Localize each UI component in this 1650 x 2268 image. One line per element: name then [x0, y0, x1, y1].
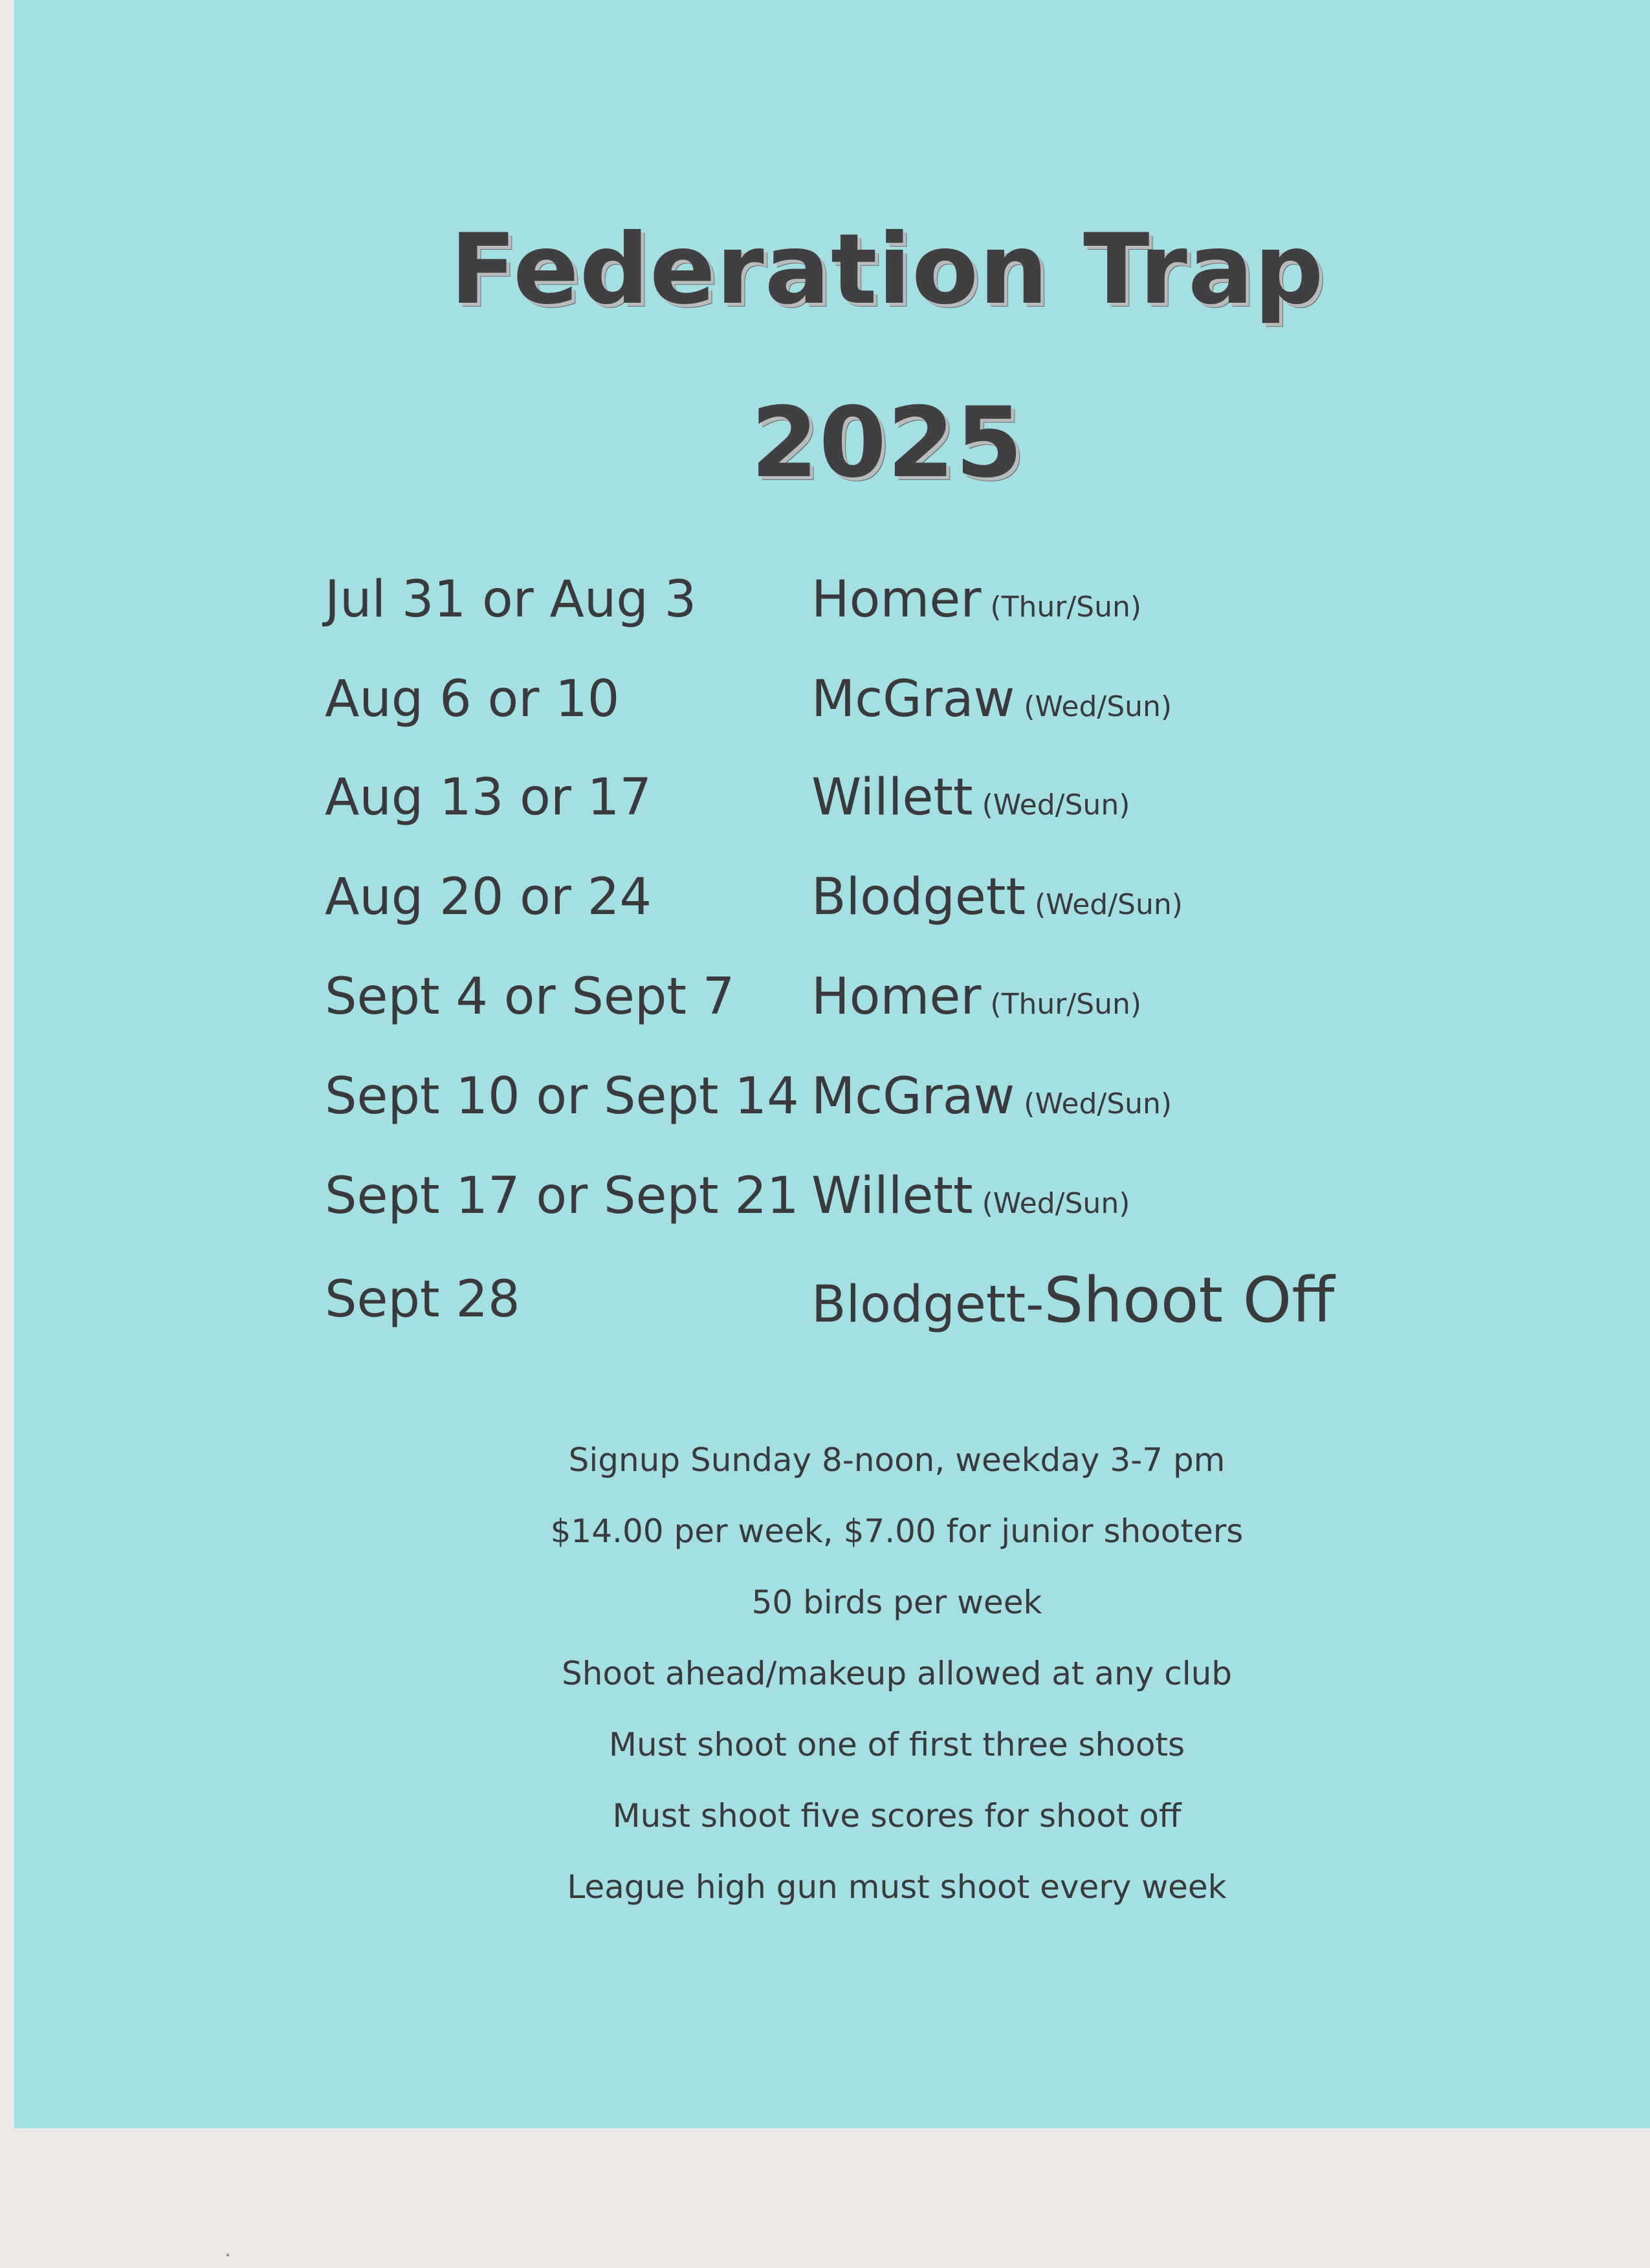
club-days: (Wed/Sun): [1024, 690, 1172, 723]
schedule-club: [811, 571, 1142, 629]
title-line-1: Federation Trap: [450, 213, 1325, 326]
schedule-club: [811, 769, 1130, 827]
schedule-date: Sept 4 or Sept 7: [325, 968, 735, 1026]
schedule-row: [14, 968, 1650, 1036]
schedule-row: [14, 1264, 1650, 1339]
schedule-club: [811, 1067, 1172, 1126]
club-days: (Wed/Sun): [982, 1187, 1130, 1220]
schedule-club: [811, 670, 1172, 728]
club-days: (Wed/Sun): [1024, 1087, 1172, 1120]
schedule-row: [14, 670, 1650, 739]
club-name: Blodgett: [811, 868, 1026, 926]
flyer-sheet: [14, 0, 1650, 2128]
schedule-row: [14, 1067, 1650, 1136]
schedule-row: [14, 769, 1650, 837]
club-name: Willett: [811, 1167, 973, 1225]
schedule-club: [811, 968, 1142, 1026]
schedule-date: Jul 31 or Aug 3: [325, 571, 697, 629]
club-days: (Wed/Sun): [982, 789, 1130, 822]
club-days: (Thur/Sun): [990, 988, 1142, 1021]
club-name: Homer: [811, 571, 982, 629]
club-name: McGraw: [811, 1067, 1015, 1126]
schedule-row: [14, 571, 1650, 639]
schedule-club: [811, 1167, 1130, 1225]
club-days: (Wed/Sun): [1035, 888, 1183, 921]
scan-speck: [226, 2254, 229, 2256]
rule-item: Must shoot one of first three shoots: [608, 1726, 1185, 1763]
schedule-club: [811, 868, 1183, 926]
rule-item: Shoot ahead/makeup allowed at any club: [561, 1655, 1233, 1692]
schedule-club: [811, 1264, 1335, 1336]
schedule-date: Sept 28: [325, 1270, 520, 1329]
rule-item: League high gun must shoot every week: [567, 1868, 1227, 1906]
schedule-date: Aug 6 or 10: [325, 670, 620, 728]
club-name: Blodgett-: [811, 1276, 1044, 1334]
schedule-date: Aug 13 or 17: [325, 769, 652, 827]
club-name: Willett: [811, 769, 973, 827]
schedule-row: [14, 868, 1650, 937]
schedule-row: [14, 1167, 1650, 1236]
rule-item: $14.00 per week, $7.00 for junior shooters: [550, 1512, 1244, 1550]
title-line-2: 2025: [751, 387, 1024, 499]
schedule-date: Sept 10 or Sept 14: [325, 1067, 799, 1126]
schedule-date: Aug 20 or 24: [325, 868, 652, 926]
schedule-date: Sept 17 or Sept 21: [325, 1167, 799, 1225]
shoot-off-label: Shoot Off: [1044, 1264, 1335, 1336]
club-days: (Thur/Sun): [990, 591, 1142, 624]
club-name: McGraw: [811, 670, 1015, 728]
rule-item: Must shoot five scores for shoot off: [612, 1797, 1182, 1835]
rule-item: Signup Sunday 8-noon, weekday 3-7 pm: [568, 1441, 1226, 1479]
rule-item: 50 birds per week: [751, 1584, 1042, 1621]
club-name: Homer: [811, 968, 982, 1026]
